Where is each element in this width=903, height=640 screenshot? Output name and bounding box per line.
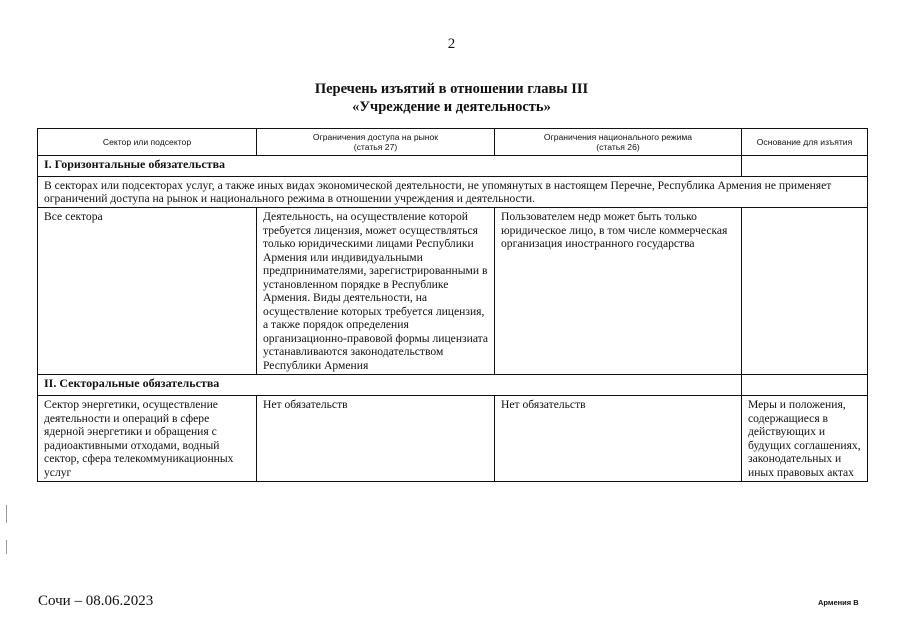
cell-basis: Меры и положения, содержащиеся в действующих и будущих соглашениях, законодательных и иных правовых актах: [742, 396, 868, 482]
cell-sector: Все сектора: [38, 208, 257, 375]
header-national-treatment: Ограничения национального режима (статья 26): [495, 129, 742, 156]
title-line-1: Перечень изъятий в отношении главы III: [314, 81, 589, 97]
header-sector: Сектор или подсектор: [38, 129, 257, 156]
cell-basis: [742, 208, 868, 375]
exemptions-table: [37, 128, 868, 482]
cell-sector: Сектор энергетики, осуществление деятельности и операций в сфере ядерной энергетики и обращения с радиоактивными отходами, водный сектор, сфера телекоммуникационных услуг: [38, 396, 257, 482]
footer-country-code: Армения B: [818, 598, 859, 607]
cell-market-access: Деятельность, на осуществление которой требуется лицензия, может осуществляться только юридическими лицами Республики Армения или индивидуальными предпринимателями, зарегистрированными в установленном порядке в Республике Армения. Виды деятельности, на осуществление которых требуется лицензия, а также порядок определения организационно-правовой формы лицензиата устанавливаются законодательством Республики Армения: [257, 208, 495, 375]
header-market-access: Ограничения доступа на рынок (статья 27): [257, 129, 495, 156]
horizontal-note: В секторах или подсекторах услуг, а также иных видах экономической деятельности, не упомянутых в настоящем Перечне, Республика Армения не применяет ограничений доступа на рынок и национального режима в отношении учреждения и деятельности.: [38, 177, 868, 208]
title-line-2: «Учреждение и деятельность»: [352, 99, 551, 115]
section-row-sectoral: [38, 375, 868, 396]
section-title-horizontal: I. Горизонтальные обязательства: [38, 156, 742, 177]
cell-market-access: Нет обязательств: [257, 396, 495, 482]
scan-edge-mark: [6, 540, 7, 554]
table-header-row: [38, 129, 868, 156]
page-number: 2: [447, 36, 456, 52]
scan-edge-mark: [6, 505, 7, 523]
table-row: [38, 208, 868, 375]
footer-place-date: Сочи – 08.06.2023: [38, 593, 154, 609]
cell-national-treatment: Нет обязательств: [495, 396, 742, 482]
section-title-sectoral: II. Секторальные обязательства: [38, 375, 742, 396]
section-row-horizontal: [38, 156, 868, 177]
document-title: [0, 80, 903, 116]
header-basis: Основание для изъятия: [742, 129, 868, 156]
cell-national-treatment: Пользователем недр может быть только юридическое лицо, в том числе коммерческая организация иностранного государства: [495, 208, 742, 375]
table-row: [38, 396, 868, 482]
table-row-note: [38, 177, 868, 208]
